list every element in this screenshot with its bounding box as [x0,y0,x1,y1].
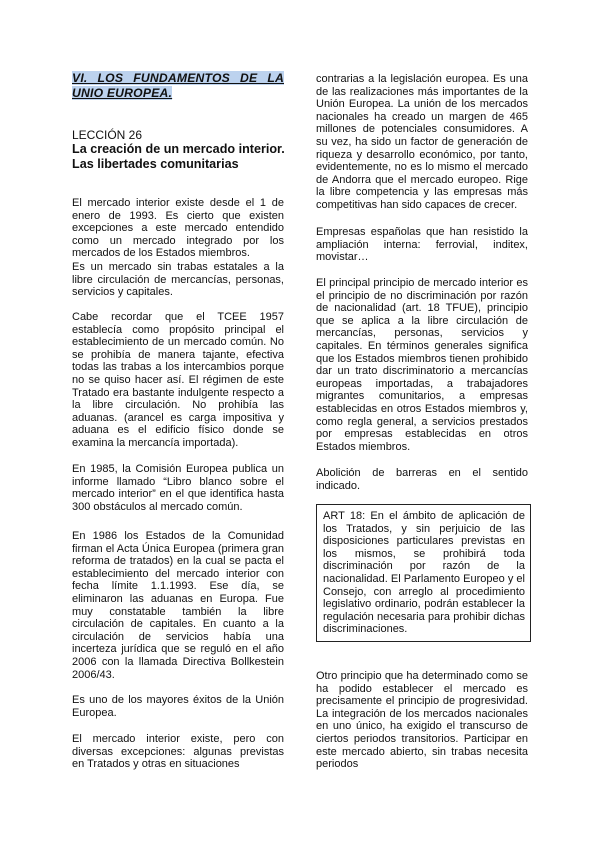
right-paragraph-4: Abolición de barreras en el sentido indicado. [316,467,528,492]
right-paragraph-1: contrarias a la legislación europea. Es una de las realizaciones más importantes de la Unión Europea. La unión de los mercados nacionales ha creado un margen de 465 millones de potenciales consumidores. A su vez, ha sido un factor de generación de riqueza y desarrollo económico, por tanto, evidentemente, no es lo mismo el mercado de Andorra que el mercado europeo. Rige la libre competencia y las empresas más competitivas han sido capaces de crecer. [316,73,528,211]
left-paragraph-5: En 1986 los Estados de la Comunidad firman el Acta Única Europea (primera gran reforma de tratados) en la cual se pacta el establecimiento del mercado interior con fecha límite 1.1.1993. Ese día, se eliminaron las aduanas en Europa. Fue muy constatable también la libre circulación de capitales. En cuanto a la circulación de servicios había una incerteza jurídica que se reguló en el año 2006 con la llamada Directiva Bollkestein 2006/43. [72,530,284,681]
lesson-title: La creación de un mercado interior. Las libertades comunitarias [72,142,285,171]
article-18-box [316,504,531,642]
left-paragraph-4: En 1985, la Comisión Europea publica un informe llamado “Libro blanco sobre el mercado interior” en el que identifica hasta 300 obstáculos al mercado común. [72,463,284,513]
section-heading [72,71,284,100]
section-heading-text: VI. LOS FUNDAMENTOS DE LA UNIO EUROPEA. [72,71,284,100]
lesson-number: LECCIÓN 26 [72,128,143,142]
article-18-text: ART 18: En el ámbito de aplicación de los Tratados, y sin perjuicio de las disposiciones particulares previstas en los mismos, se prohibirá toda discriminación por razón de la nacionalidad. El Parlamento Europeo y el Consejo, con arreglo al procedimiento legislativo ordinario, podrán establecer la regulación necesaria para prohibir dichas discriminaciones. [323,510,525,636]
left-paragraph-6: Es uno de los mayores éxitos de la Unión Europea. [72,694,284,719]
right-paragraph-2: Empresas españolas que han resistido la ampliación interna: ferrovial, inditex, movistar… [316,226,528,264]
right-paragraph-5: Otro principio que ha determinado como se ha podido establecer el mercado es precisamente el principio de progresividad. La integración de los mercados nacionales en uno único, ha exigido el transcurso de ciertos periodos transitorios. Participar en este mercado abierto, sin trabas necesita periodos [316,670,528,771]
left-paragraph-3: Cabe recordar que el TCEE 1957 establecía como propósito principal el establecimiento de un mercado común. No se prohibía de manera tajante, efectiva todas las trabas a los intercambios porque no se quiso hacer así. El régimen de este Tratado era bastante indulgente respecto a la libre circulación. No prohibía las aduanas. (arancel es carga impositiva y aduana es el edificio físico donde se examina la mercancía importada). [72,311,284,449]
left-paragraph-2: Es un mercado sin trabas estatales a la libre circulación de mercancías, personas, servicios y capitales. [72,261,284,299]
left-paragraph-1: El mercado interior existe desde el 1 de enero de 1993. Es cierto que existen excepciones a este mercado entendido como un mercado integrado por los mercados de los Estados miembros. [72,197,284,260]
right-paragraph-3: El principal principio de mercado interior es el principio de no discriminación por razón de nacionalidad (art. 18 TFUE), principio que se aplica a la libre circulación de mercancías, personas, servicios y capitales. En términos generales significa que los Estados miembros tienen prohibido dar un trato discriminatorio a mercancías europeas importadas, a trabajadores migrantes comunitarios, a empresas establecidas en otros Estados miembros y, como regla general, a servicios prestados por empresas establecidas en otros Estados miembros. [316,277,528,453]
left-paragraph-7: El mercado interior existe, pero con diversas excepciones: algunas previstas en Tratados y otras en situaciones [72,733,284,771]
